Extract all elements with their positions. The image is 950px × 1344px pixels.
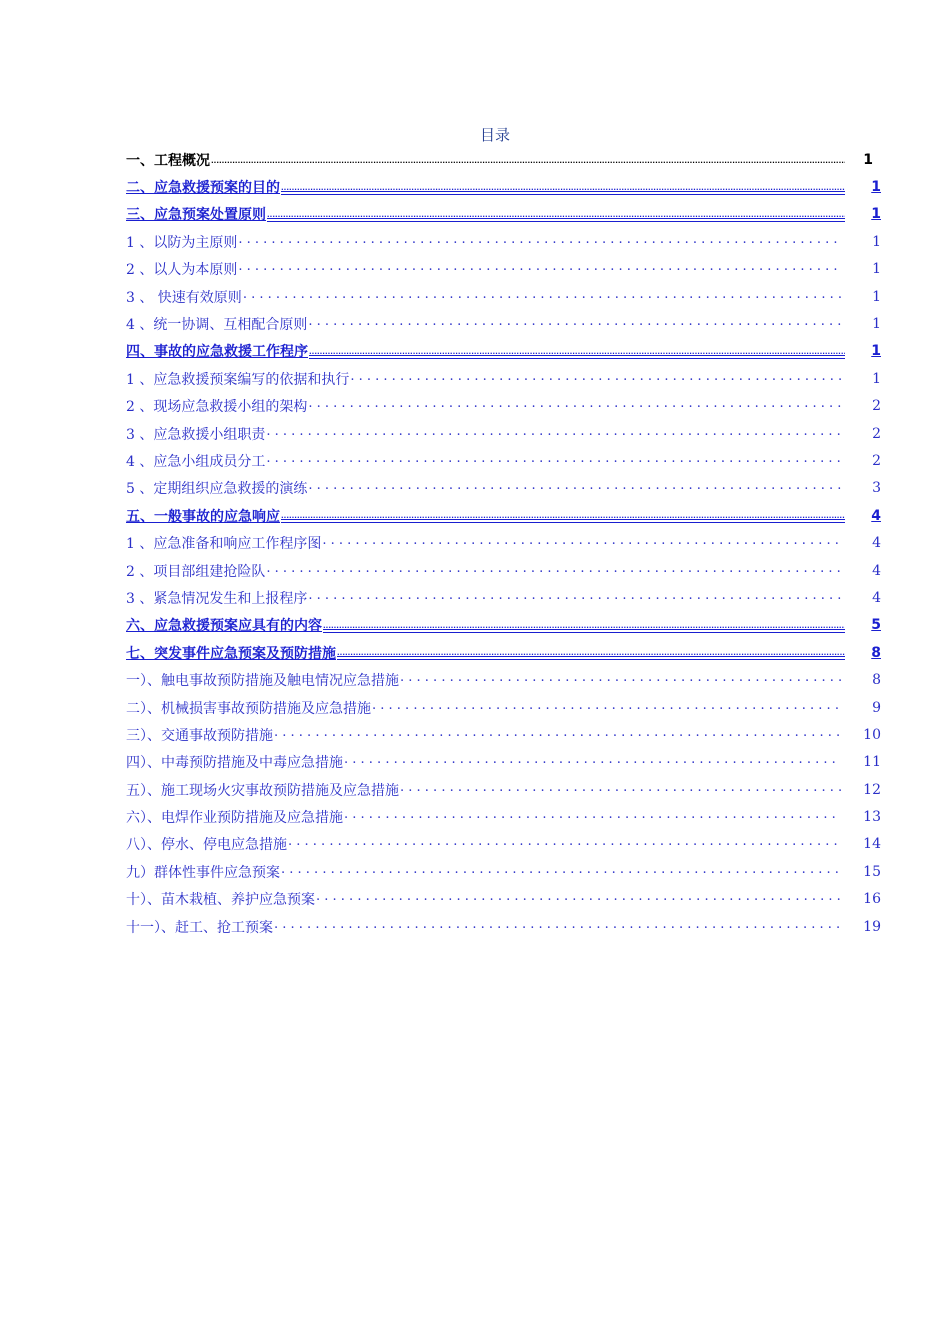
toc-page-number: 16	[863, 891, 881, 908]
toc-entry[interactable]	[126, 146, 881, 173]
toc-page-number: 14	[863, 836, 881, 853]
toc-page-number: 10	[863, 726, 881, 743]
dot-leader	[243, 287, 841, 303]
toc-entry[interactable]	[126, 447, 881, 474]
toc-entry-label: 1 、以防为主原则	[126, 234, 238, 251]
toc-entry[interactable]	[126, 338, 881, 365]
toc-entry-label: 1 、应急救援预案编写的依据和执行	[126, 371, 350, 388]
toc-entry[interactable]	[126, 639, 881, 666]
toc-page-number: 4	[872, 535, 881, 552]
toc-entry[interactable]	[126, 256, 881, 283]
toc-entry-label: 三）、交通事故预防措施	[126, 727, 273, 744]
dot-leader	[238, 259, 841, 275]
toc-entry-label: 1 、应急准备和响应工作程序图	[126, 536, 322, 553]
toc-entry-label: 六、应急救援预案应具有的内容	[126, 618, 322, 635]
dot-leader	[400, 780, 841, 796]
toc-page-number: 2	[872, 425, 881, 442]
toc-page-number: 15	[863, 863, 881, 880]
dot-leader	[344, 752, 841, 768]
dot-leader	[308, 396, 841, 412]
toc-entry[interactable]	[126, 228, 881, 255]
toc-entry-label: 二、应急救援预案的目的	[126, 180, 280, 197]
toc-entry-label: 十）、苗木栽植、养护应急预案	[126, 892, 315, 909]
toc-page-number: 9	[872, 699, 881, 716]
dot-leader	[308, 478, 841, 494]
dot-leader	[281, 862, 841, 878]
toc-entry[interactable]	[126, 420, 881, 447]
toc-entry[interactable]	[126, 365, 881, 392]
toc-entry[interactable]	[126, 913, 881, 940]
toc-entry-label: 四、事故的应急救援工作程序	[126, 344, 308, 361]
toc-entry-label: 2 、以人为本原则	[126, 262, 238, 279]
toc-page-number: 1	[872, 261, 881, 278]
dot-leader	[211, 157, 845, 167]
toc-page-number: 1	[871, 179, 881, 196]
dot-leader	[266, 424, 841, 440]
toc-entry[interactable]	[126, 694, 881, 721]
dot-leader	[344, 807, 841, 823]
toc-entry-label: 四）、中毒预防措施及中毒应急措施	[126, 755, 343, 772]
toc-entry[interactable]	[126, 201, 881, 228]
toc-entry-label: 5 、定期组织应急救援的演练	[126, 481, 308, 498]
toc-page-number: 19	[863, 918, 881, 935]
dot-leader	[274, 917, 841, 933]
toc-page-number: 12	[863, 781, 881, 798]
toc-entry[interactable]	[126, 831, 881, 858]
toc-entry[interactable]	[126, 666, 881, 693]
toc-entry-label: 六）、电焊作业预防措施及应急措施	[126, 810, 343, 827]
dot-leader	[372, 698, 841, 714]
toc-entry-label: 七、突发事件应急预案及预防措施	[126, 645, 336, 662]
dot-leader	[267, 211, 845, 222]
table-of-contents	[126, 146, 881, 940]
toc-entry[interactable]	[126, 612, 881, 639]
toc-entry[interactable]	[126, 502, 881, 529]
dot-leader	[308, 588, 841, 604]
toc-page-number: 4	[872, 562, 881, 579]
toc-entry[interactable]	[126, 803, 881, 830]
toc-entry[interactable]	[126, 886, 881, 913]
toc-entry[interactable]	[126, 529, 881, 556]
toc-entry-label: 一）、触电事故预防措施及触电情况应急措施	[126, 673, 399, 690]
toc-page-number: 1	[872, 370, 881, 387]
dot-leader	[266, 451, 841, 467]
dot-leader	[337, 649, 845, 660]
toc-entry[interactable]	[126, 749, 881, 776]
toc-page-number: 1	[871, 343, 881, 360]
toc-entry[interactable]	[126, 776, 881, 803]
toc-entry[interactable]	[126, 721, 881, 748]
dot-leader	[274, 725, 841, 741]
toc-page-number: 1	[863, 151, 873, 168]
toc-entry-label: 九）群体性事件应急预案	[126, 864, 280, 881]
dot-leader	[309, 348, 845, 359]
toc-page-number: 4	[871, 507, 881, 524]
toc-entry-label: 五）、施工现场火灾事故预防措施及应急措施	[126, 782, 399, 799]
toc-entry[interactable]	[126, 475, 881, 502]
toc-page-number: 2	[872, 452, 881, 469]
toc-entry-label: 八）、停水、停电应急措施	[126, 837, 287, 854]
toc-entry-label: 3 、应急救援小组职责	[126, 426, 266, 443]
dot-leader	[322, 533, 841, 549]
toc-page-number: 8	[871, 644, 881, 661]
toc-page-number: 2	[872, 398, 881, 415]
toc-entry[interactable]	[126, 310, 881, 337]
dot-leader	[323, 622, 845, 633]
dot-leader	[266, 561, 841, 577]
toc-entry-label: 4 、统一协调、互相配合原则	[126, 317, 308, 334]
toc-page-number: 11	[863, 754, 881, 771]
toc-entry[interactable]	[126, 858, 881, 885]
toc-page-number: 4	[872, 589, 881, 606]
toc-entry[interactable]	[126, 557, 881, 584]
toc-entry-label: 4 、应急小组成员分工	[126, 453, 266, 470]
toc-entry-label: 3 、 快速有效原则	[126, 289, 242, 306]
toc-entry[interactable]	[126, 283, 881, 310]
toc-page-number: 13	[863, 809, 881, 826]
toc-page-number: 1	[871, 206, 881, 223]
toc-page-number: 8	[872, 672, 881, 689]
toc-entry-label: 三、应急预案处置原则	[126, 207, 266, 224]
dot-leader	[350, 369, 841, 385]
toc-entry[interactable]	[126, 393, 881, 420]
toc-page-number: 1	[872, 288, 881, 305]
toc-page-number: 1	[872, 233, 881, 250]
dot-leader	[238, 232, 841, 248]
toc-entry-label: 五、一般事故的应急响应	[126, 508, 280, 525]
toc-page-number: 5	[871, 617, 881, 634]
dot-leader	[316, 889, 841, 905]
toc-entry-label: 3 、紧急情况发生和上报程序	[126, 590, 308, 607]
toc-entry-label: 2 、现场应急救援小组的架构	[126, 399, 308, 416]
toc-entry-label: 二）、机械损害事故预防措施及应急措施	[126, 700, 371, 717]
toc-entry[interactable]	[126, 173, 881, 200]
dot-leader	[281, 184, 845, 195]
dot-leader	[288, 834, 841, 850]
dot-leader	[400, 670, 841, 686]
toc-entry-label: 一、工程概况	[126, 152, 210, 169]
toc-entry[interactable]	[126, 584, 881, 611]
dot-leader	[281, 512, 845, 523]
toc-title: 目录	[479, 126, 510, 144]
toc-page-number: 1	[872, 316, 881, 333]
dot-leader	[308, 314, 841, 330]
toc-entry-label: 2 、项目部组建抢险队	[126, 563, 266, 580]
toc-page-number: 3	[872, 480, 881, 497]
toc-entry-label: 十一）、赶工、抢工预案	[126, 919, 273, 936]
